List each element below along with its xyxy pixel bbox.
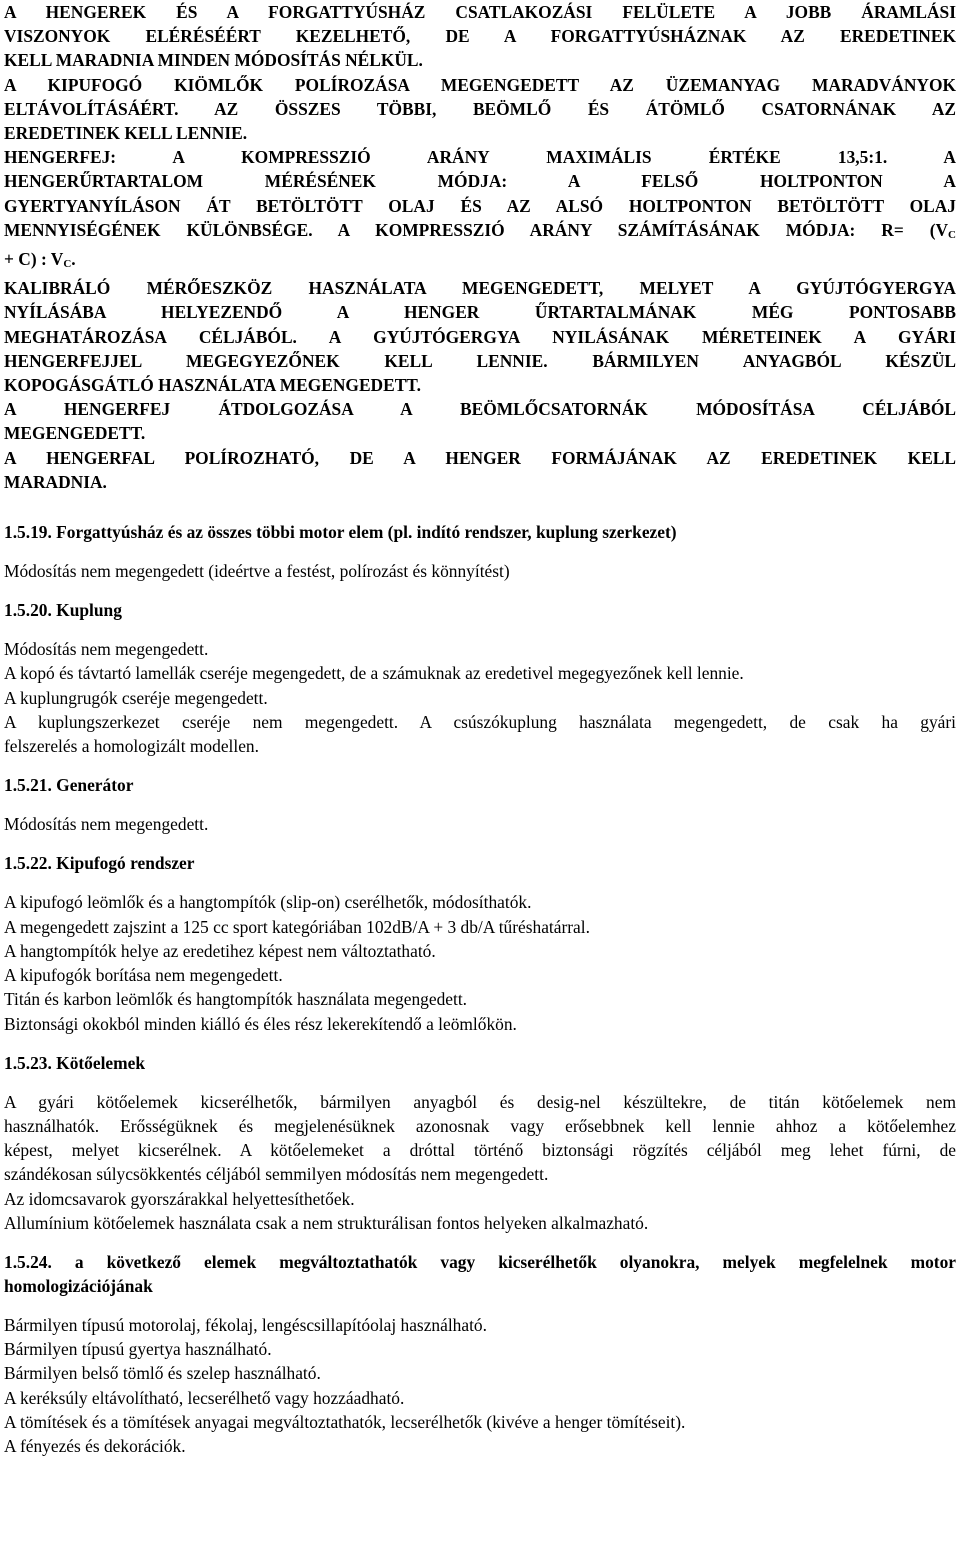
text-line: KALIBRÁLÓ MÉRŐESZKÖZ HASZNÁLATA MEGENGEDETT, MELYET A GYÚJTÓGYERGYA — [4, 278, 956, 299]
text-line: A HENGERFEJ ÁTDOLGOZÁSA A BEÖMLŐCSATORNÁK MÓDOSÍTÁSA CÉLJÁBÓL — [4, 399, 956, 420]
text-line: A hangtompítók helye az eredetihez képest nem változtatható. — [4, 940, 436, 961]
text-line: A gyári kötőelemek kicserélhetők, bármilyen anyagból és desig-nel készültekre, de titán kötőelemek nem — [4, 1091, 956, 1112]
text-line: Titán és karbon leömlők és hangtompítók használata megengedett. — [4, 989, 467, 1010]
text-line: GYERTYANYÍLÁSON ÁT BETÖLTÖTT OLAJ ÉS AZ ALSÓ HOLTPONTON BETÖLTÖTT OLAJ — [4, 195, 956, 216]
text-line: A kuplungszerkezet cseréje nem megengedett. A csúszókuplung használata megengedett, de csak ha gyári — [4, 711, 956, 732]
text-line: HENGERŰRTARTALOM MÉRÉSÉNEK MÓDJA: A FELSŐ HOLTPONTON A — [4, 171, 956, 192]
text-line: A kopó és távtartó lamellák cseréje megengedett, de a számuknak az eredetivel megegyezőnek kell lennie. — [4, 663, 744, 684]
text-line: A KIPUFOGÓ KIÖMLŐK POLÍROZÁSA MEGENGEDETT AZ ÜZEMANYAG MARADVÁNYOK — [4, 74, 956, 95]
text-line: EREDETINEK KELL LENNIE. — [4, 123, 248, 144]
text-line: Bármilyen típusú gyertya használható. — [4, 1339, 272, 1360]
text-line: A HENGERFAL POLÍROZHATÓ, DE A HENGER FORMÁJÁNAK AZ EREDETINEK KELL — [4, 447, 956, 468]
text-line: Bármilyen típusú motorolaj, fékolaj, lengéscsillapítóolaj használható. — [4, 1314, 487, 1335]
text-line: képest, melyet kicserélnek. A kötőelemeket a dróttal történő biztonsági rögzítés céljából meg lehet fúrni, de — [4, 1140, 956, 1161]
text-line: A kuplungrugók cseréje megengedett. — [4, 687, 268, 708]
subscript: C — [63, 258, 72, 271]
text-line: HENGERFEJ: A KOMPRESSZIÓ ARÁNY MAXIMÁLIS ÉRTÉKE 13,5:1. A — [4, 147, 956, 168]
text-line: Biztonsági okokból minden kiálló és éles rész lekerekítendő a leömlőkön. — [4, 1013, 517, 1034]
text-line: A HENGEREK ÉS A FORGATTYÚSHÁZ CSATLAKOZÁSI FELÜLETE A JOBB ÁRAMLÁSI — [4, 2, 956, 22]
text-line: KOPOGÁSGÁTLÓ HASZNÁLATA MEGENGEDETT. — [4, 375, 421, 396]
text-line: MARADNIA. — [4, 471, 107, 492]
text-line: Az idomcsavarok gyorszárakkal helyettesíthetőek. — [4, 1188, 355, 1209]
text-fragment: MENNYISÉGÉNEK KÜLÖNBSÉGE. A KOMPRESSZIÓ ARÁNY SZÁMÍTÁSÁNAK MÓDJA: R= (V — [4, 219, 949, 240]
caps-rules-block — [4, 0, 956, 494]
subscript: C — [948, 228, 956, 241]
text-line: felszerelés a homologizált modellen. — [4, 736, 259, 757]
text-fragment: + C) : V — [4, 249, 64, 270]
section-heading-1-5-23: 1.5.23. Kötőelemek — [4, 1052, 146, 1073]
text-line: KELL MARADNIA MINDEN MÓDOSÍTÁS NÉLKÜL. — [4, 50, 423, 71]
text-line: HENGERFEJJEL MEGEGYEZŐNEK KELL LENNIE. BÁRMILYEN ANYAGBÓL KÉSZÜL — [4, 350, 956, 371]
text-line: A megengedett zajszint a 125 cc sport kategóriában 102dB/A + 3 db/A tűréshatárral. — [4, 916, 590, 937]
text-line: szándékosan súlycsökkentés céljából semmilyen módosítás nem megengedett. — [4, 1164, 549, 1185]
text-fragment: . — [71, 249, 76, 270]
text-line — [4, 247, 956, 276]
section-heading-1-5-24-cont: homologizációjának — [4, 1275, 153, 1296]
text-line: használhatók. Erősségüknek és megjelenésüknek azonosnak vagy erősebbnek kell lennie ahhoz a kötőelemhez — [4, 1115, 956, 1136]
text-line: Bármilyen belső tömlő és szelep használható. — [4, 1363, 321, 1384]
section-heading-1-5-21: 1.5.21. Generátor — [4, 775, 134, 796]
section-heading-1-5-19: 1.5.19. Forgattyúsház és az összes többi motor elem (pl. indító rendszer, kuplung szerkezet) — [4, 522, 677, 543]
text-line: Allumínium kötőelemek használata csak a nem strukturálisan fontos helyeken alkalmazható. — [4, 1212, 649, 1233]
text-line: MEGENGEDETT. — [4, 423, 146, 444]
text-line: NYÍLÁSÁBA HELYEZENDŐ A HENGER ŰRTARTALMÁNAK MÉG PONTOSABB — [4, 302, 956, 323]
text-line: Módosítás nem megengedett. — [4, 639, 209, 660]
text-line: Módosítás nem megengedett. — [4, 814, 209, 835]
text-line: Módosítás nem megengedett (ideértve a festést, polírozást és könnyítést) — [4, 561, 510, 582]
text-line: MEGHATÁROZÁSA CÉLJÁBÓL. A GYÚJTÓGERGYA NYILÁSÁNAK MÉRETEINEK A GYÁRI — [4, 326, 956, 347]
section-heading-1-5-20: 1.5.20. Kuplung — [4, 600, 122, 621]
text-line: A fényezés és dekorációk. — [4, 1435, 186, 1456]
section-heading-1-5-24: 1.5.24. a következő elemek megváltoztathatók vagy kicserélhetők olyanokra, melyek megfelelnek motor — [4, 1251, 956, 1272]
section-heading-1-5-22: 1.5.22. Kipufogó rendszer — [4, 853, 195, 874]
text-line — [4, 218, 956, 247]
text-line: A kipufogók borítása nem megengedett. — [4, 965, 283, 986]
text-line: A kipufogó leömlők és a hangtompítók (slip-on) cserélhetők, módosíthatók. — [4, 892, 532, 913]
text-line: VISZONYOK ELÉRÉSÉÉRT KEZELHETŐ, DE A FORGATTYÚSHÁZNAK AZ EREDETINEK — [4, 26, 956, 47]
text-line: A tömítések és a tömítések anyagai megváltoztathatók, lecserélhetők (kivéve a henger tömítéseit). — [4, 1411, 686, 1432]
text-line: A keréksúly eltávolítható, lecserélhető vagy hozzáadható. — [4, 1387, 405, 1408]
text-line: ELTÁVOLÍTÁSÁÉRT. AZ ÖSSZES TÖBBI, BEÖMLŐ ÉS ÁTÖMLŐ CSATORNÁNAK AZ — [4, 98, 956, 119]
